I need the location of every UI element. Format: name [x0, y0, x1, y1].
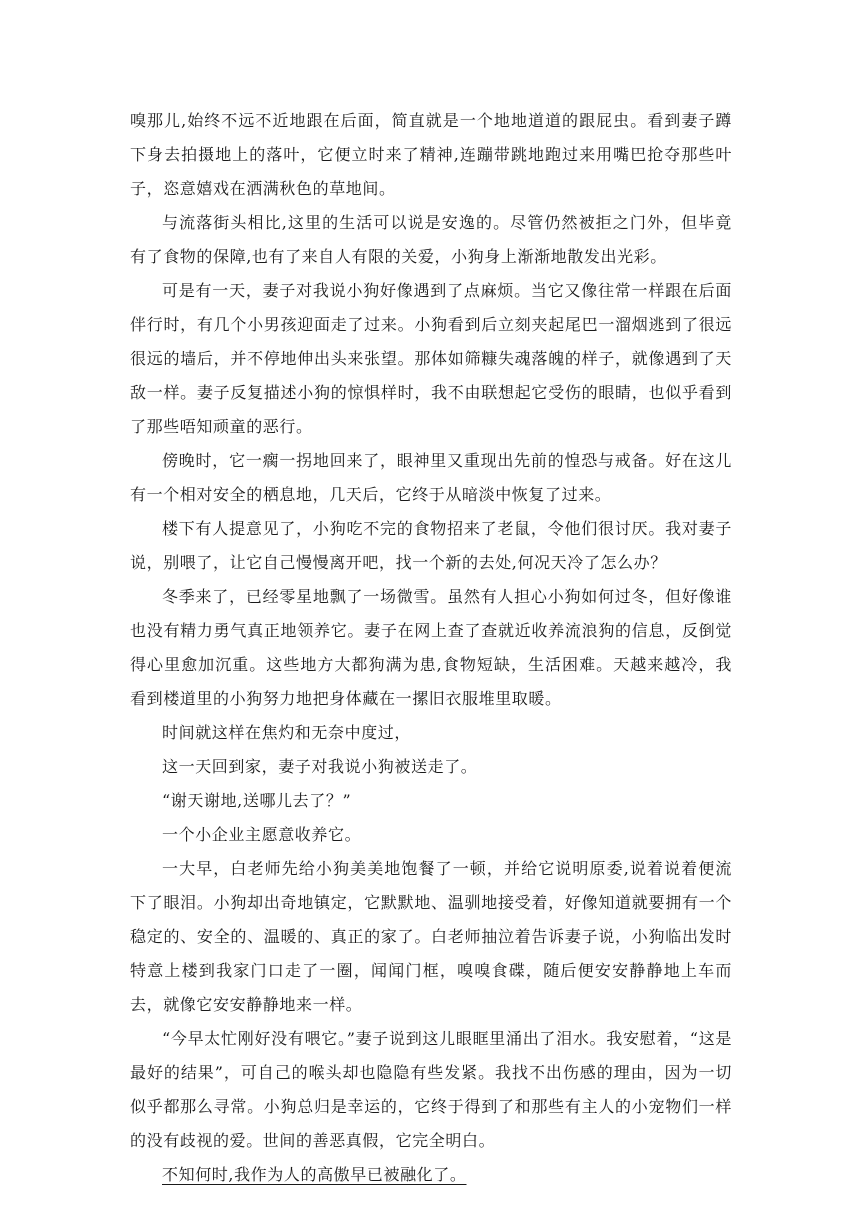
underlined-sentence: 不知何时,我作为人的高傲早已被融化了。	[162, 1165, 467, 1184]
paragraph: 与流落街头相比,这里的生活可以说是安逸的。尽管仍然被拒之门外，但毕竟有了食物的保障,也有了来自人有限的关爱，小狗身上渐渐地散发出光彩。	[130, 213, 732, 266]
paragraph: 一大早，白老师先给小狗美美地饱餐了一顿，并给它说明原委,说着说着便流下了眼泪。小狗却出奇地镇定，它默默地、温驯地接受着，好像知道就要拥有一个稳定的、安全的、温暖的、真正的家了。白老师抽泣着告诉妻子说，小狗临出发时特意上楼到我家门口走了一圈，闻闻门框，嗅嗅食碟，随后便安安静静地上车而去，就像它安安静静地来一样。	[130, 859, 732, 1014]
paragraph: 傍晚时，它一瘸一拐地回来了，眼神里又重现出先前的惶恐与戒备。好在这儿有一个相对安全的栖息地，几天后，它终于从暗淡中恢复了过来。	[130, 451, 732, 504]
paragraph: 嗅那儿,始终不远不近地跟在后面，简直就是一个地地道道的跟屁虫。看到妻子蹲下身去拍摄地上的落叶，它便立时来了精神,连蹦带跳地跑过来用嘴巴抢夺那些叶子，恣意嬉戏在洒满秋色的草地间。	[130, 111, 732, 198]
paragraph: “今早太忙刚好没有喂它。”妻子说到这儿眼眶里涌出了泪水。我安慰着，“这是最好的结果”，可自己的喉头却也隐隐有些发紧。我找不出伤感的理由，因为一切似乎都那么寻常。小狗总归是幸运的，它终于得到了和那些有主人的小宠物们一样的没有歧视的爱。世间的善恶真假，它完全明白。	[130, 1029, 732, 1150]
article-body	[130, 104, 732, 1192]
paragraph: 可是有一天，妻子对我说小狗好像遇到了点麻烦。当它又像往常一样跟在后面伴行时，有几个小男孩迎面走了过来。小狗看到后立刻夹起尾巴一溜烟逃到了很远很远的墙后，并不停地伸出头来张望。那体如筛糠失魂落魄的样子，就像遇到了天敌一样。妻子反复描述小狗的惊惧样时，我不由联想起它受伤的眼睛，也似乎看到了那些唔知顽童的恶行。	[130, 281, 732, 436]
paragraph: 冬季来了，已经零星地飘了一场微雪。虽然有人担心小狗如何过冬，但好像谁也没有精力勇气真正地领养它。妻子在网上查了查就近收养流浪狗的信息，反倒觉得心里愈加沉重。这些地方大都狗满为患,食物短缺，生活困难。天越来越冷，我看到楼道里的小狗努力地把身体藏在一摞旧衣服堆里取暖。	[130, 587, 732, 708]
paragraph: 一个小企业主愿意收养它。	[162, 825, 362, 844]
paragraph: 这一天回到家，妻子对我说小狗被送走了。	[162, 757, 478, 776]
paragraph: “谢天谢地,送哪儿去了？”	[162, 791, 352, 810]
paragraph: 楼下有人提意见了，小狗吃不完的食物招来了老鼠，令他们很讨厌。我对妻子说，别喂了，让它自己慢慢离开吧，找一个新的去处,何况天冷了怎么办？	[130, 519, 732, 572]
paragraph: 时间就这样在焦灼和无奈中度过，	[162, 723, 412, 742]
closing-paragraph	[130, 1158, 732, 1192]
